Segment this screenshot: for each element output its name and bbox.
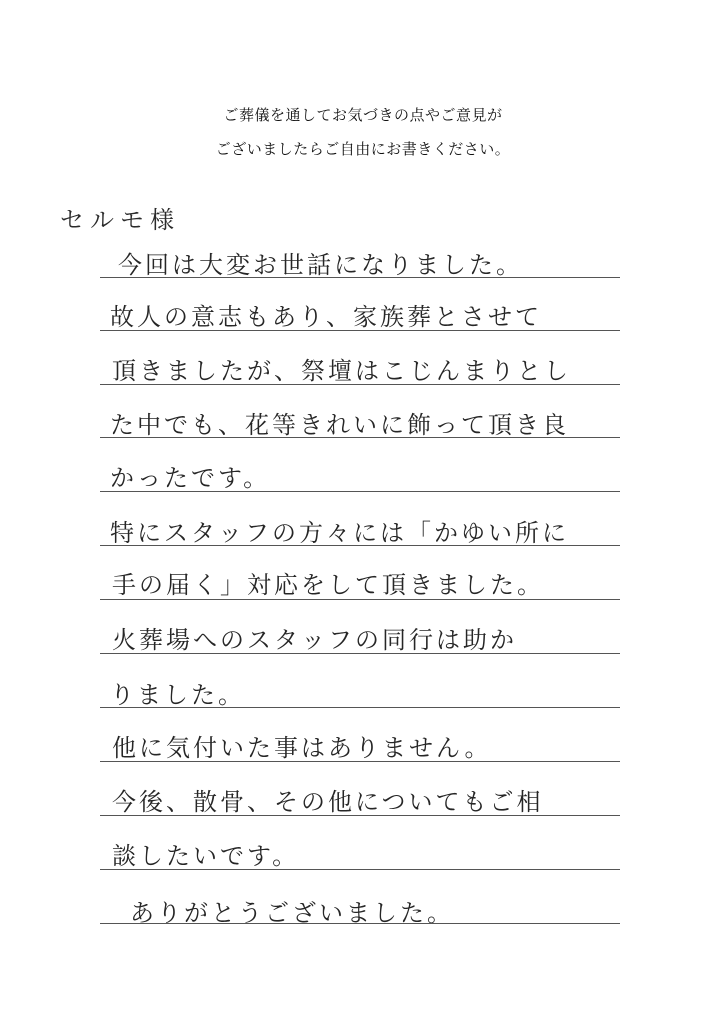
ruled-line <box>100 761 620 762</box>
ruled-line <box>100 330 620 331</box>
handwritten-line: 他に気付いた事はありません。 <box>112 734 492 762</box>
handwritten-line: 談したいです。 <box>112 842 300 870</box>
ruled-line <box>100 277 620 278</box>
handwritten-line: た中でも、花等きれいに飾って頂き良 <box>110 411 569 439</box>
handwritten-line: 火葬場へのスタッフの同行は助か <box>112 626 517 654</box>
handwritten-line: かったです。 <box>110 464 271 492</box>
handwritten-line: りました。 <box>110 681 245 709</box>
ruled-line <box>100 923 620 924</box>
handwritten-line: ありがとうございました。 <box>130 899 454 927</box>
handwritten-line: 今後、散骨、その他についてもご相 <box>112 788 544 816</box>
ruled-line <box>100 437 620 438</box>
ruled-line <box>100 599 620 600</box>
prompt-line-2: ございましたらご自由にお書きください。 <box>215 140 511 158</box>
ruled-line <box>100 384 620 385</box>
handwritten-line: 頂きましたが、祭壇はこじんまりとし <box>112 357 571 385</box>
handwritten-salutation: セルモ様 <box>60 206 180 234</box>
handwritten-line: 手の届く」対応をして頂きました。 <box>112 571 544 599</box>
handwritten-line: 故人の意志もあり、家族葬とさせて <box>110 303 542 331</box>
ruled-line <box>100 653 620 654</box>
ruled-line <box>100 815 620 816</box>
prompt-line-1: ご葬儀を通してお気づきの点やご意見が <box>223 106 503 124</box>
ruled-line <box>100 491 620 492</box>
ruled-line <box>100 707 620 708</box>
ruled-line <box>100 545 620 546</box>
handwritten-line: 特にスタッフの方々には「かゆい所に <box>110 519 569 547</box>
ruled-line <box>100 869 620 870</box>
handwritten-line: 今回は大変お世話になりました。 <box>118 251 523 279</box>
